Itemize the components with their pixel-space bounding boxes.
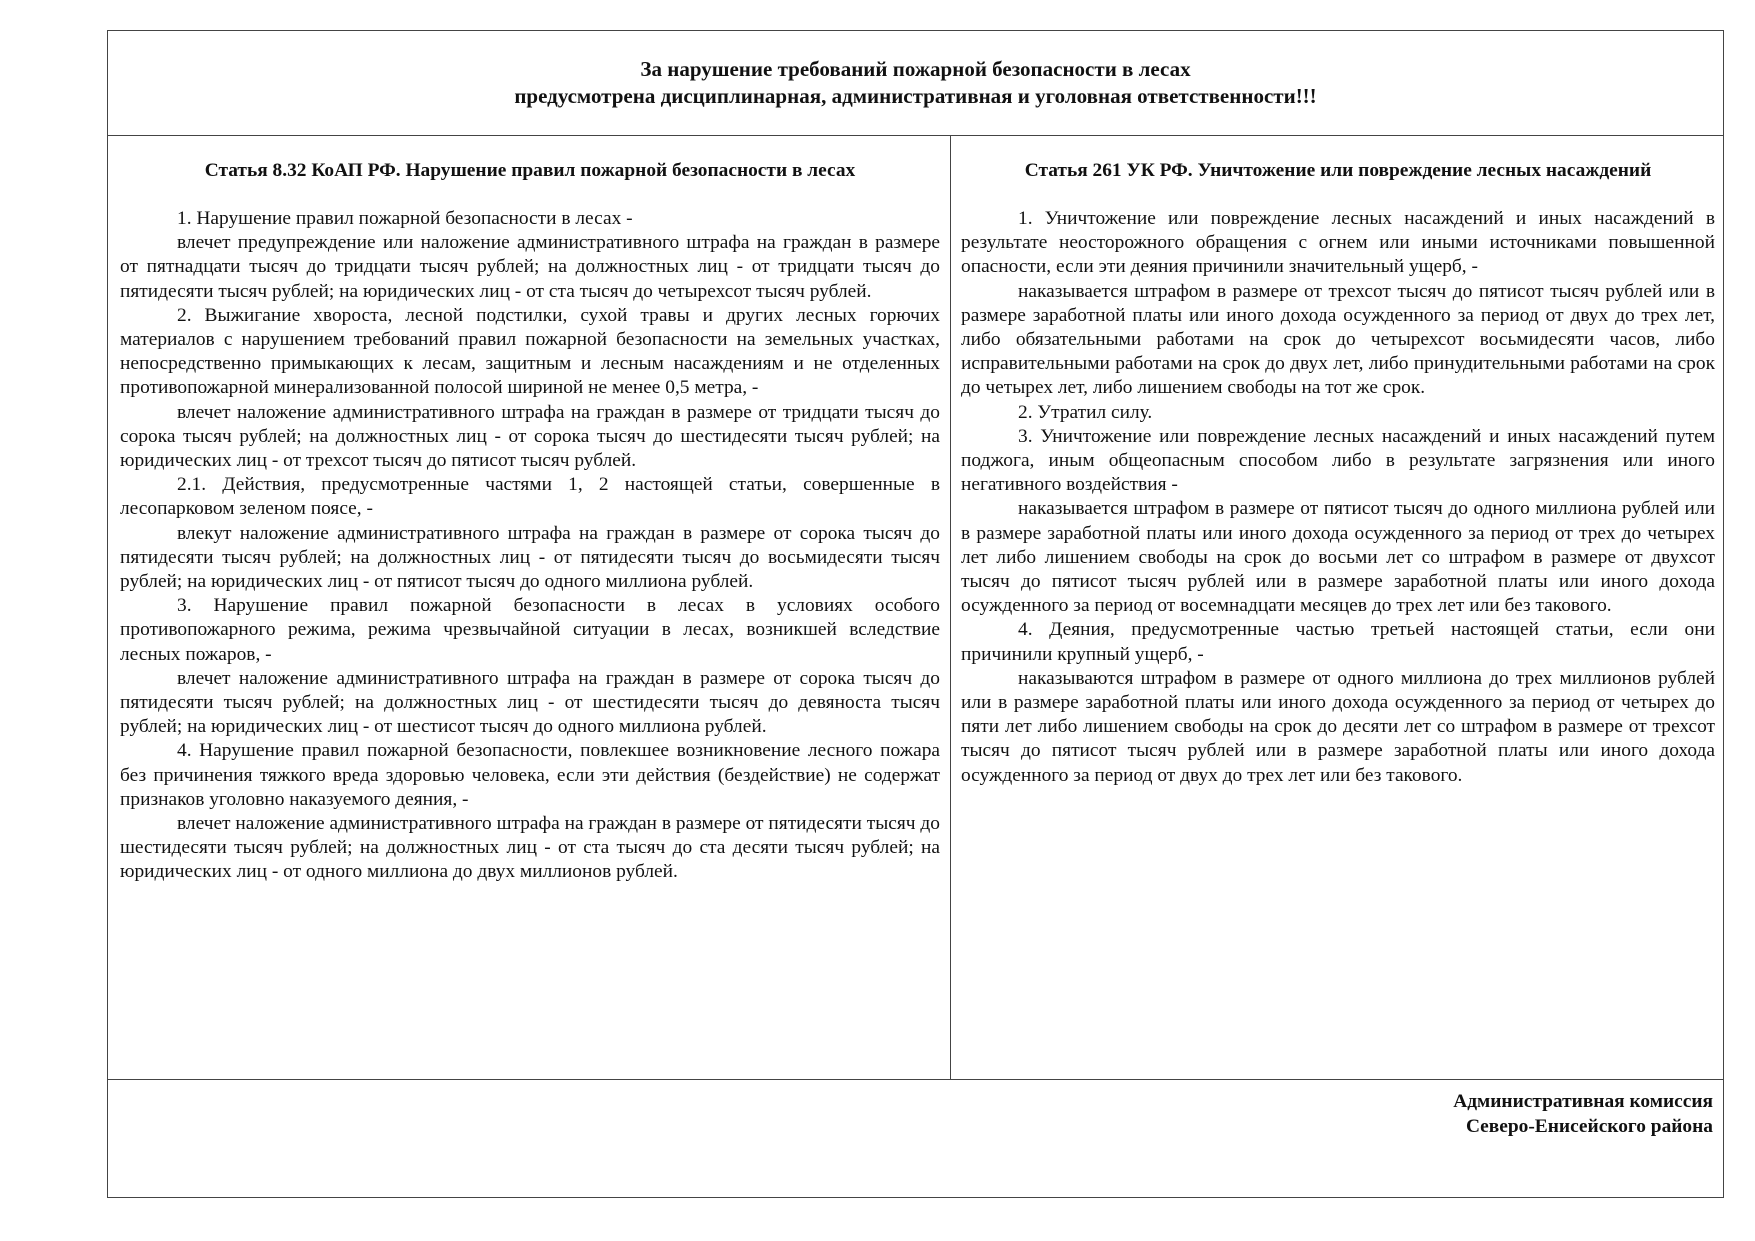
notice-frame (107, 30, 1724, 1198)
notice-header (108, 31, 1723, 136)
uk-paragraph: наказываются штрафом в размере от одного миллиона до трех миллионов рублей или в размере заработной платы или иного дохода осужденного за период от четырех до пяти лет либо лишением свободы на срок до десяти лет со штрафом в размере от трехсот тысяч до пятисот тысяч рублей или в размере заработной платы или иного дохода осужденного за период от двух до трех лет или без такового. (961, 667, 1715, 786)
uk-article-title: Статья 261 УК РФ. Уничтожение или повреждение лесных насаждений (1024, 160, 1652, 181)
koap-paragraph: влечет наложение административного штрафа на граждан в размере от тридцати тысяч до сорока тысяч рублей; на должностных лиц - от сорока тысяч до шестидесяти тысяч рублей; на юридических лиц - от трехсот тысяч до пятисот тысяч рублей. (120, 401, 940, 472)
koap-paragraph: влечет наложение административного штрафа на граждан в размере от сорока тысяч до пятидесяти тысяч рублей; на должностных лиц - от шестидесяти тысяч до девяноста тысяч рублей; на юридических лиц - от шестисот тысяч до одного миллиона рублей. (120, 667, 940, 738)
koap-paragraph: 4. Нарушение правил пожарной безопасности, повлекшее возникновение лесного пожара без причинения тяжкого вреда здоровью человека, если эти действия (бездействие) не содержат признаков уголовно наказуемого деяния, - (120, 740, 940, 810)
koap-paragraph: 2.1. Действия, предусмотренные частями 1, 2 настоящей статьи, совершенные в лесопарковом зеленом поясе, - (120, 474, 940, 520)
uk-paragraph: наказывается штрафом в размере от пятисот тысяч до одного миллиона рублей или в размере заработной платы или иного дохода осужденного за период от трех до четырех лет либо лишением свободы на срок до восьми лет со штрафом в размере от двухсот тысяч до пятисот тысяч рублей или в размере заработной платы или иного дохода осужденного за период от восемнадцати месяцев до трех лет или без такового. (961, 498, 1715, 617)
koap-paragraph: 2. Выжигание хвороста, лесной подстилки, сухой травы и других лесных горючих материалов с нарушением требований правил пожарной безопасности на земельных участках, непосредственно примыкающих к лесам, защитным и лесным насаждениям и не отделенных противопожарной минерализованной полосой шириной не менее 0,5 метра, - (120, 304, 940, 399)
koap-paragraph: влечет наложение административного штрафа на граждан в размере от пятидесяти тысяч до шестидесяти тысяч рублей; на должностных лиц - от ста тысяч до ста десяти тысяч рублей; на юридических лиц - от одного миллиона до двух миллионов рублей. (120, 813, 940, 883)
signature-line-1: Административная комиссия (1453, 1091, 1713, 1112)
koap-paragraph: влекут наложение административного штрафа на граждан в размере от сорока тысяч до пятидесяти тысяч рублей; на должностных лиц - от пятидесяти тысяч до восьмидесяти тысяч рублей; на юридических лиц - от пятисот тысяч до одного миллиона рублей. (120, 522, 940, 593)
koap-column (108, 136, 951, 1079)
koap-article-title: Статья 8.32 КоАП РФ. Нарушение правил пожарной безопасности в лесах (204, 160, 856, 181)
koap-paragraph: влечет предупреждение или наложение административного штрафа на граждан в размере от пятнадцати тысяч до тридцати тысяч рублей; на должностных лиц - от тридцати тысяч до пятидесяти тысяч рублей; на юридических лиц - от ста тысяч до четырехсот тысяч рублей. (120, 232, 940, 302)
koap-paragraph: 1. Нарушение правил пожарной безопасности в лесах - (177, 208, 633, 229)
signature-line-2: Северо-Енисейского района (1465, 1115, 1713, 1137)
uk-paragraph: 2. Утратил силу. (1018, 401, 1153, 423)
header-line-2: предусмотрена дисциплинарная, административная и уголовная ответственности!!! (514, 84, 1317, 108)
uk-paragraph: 4. Деяния, предусмотренные частью третьей настоящей статьи, если они причинили крупный ущерб, - (961, 619, 1715, 665)
uk-column (951, 136, 1725, 1079)
header-line-1: За нарушение требований пожарной безопасности в лесах (640, 57, 1191, 81)
notice-footer (108, 1079, 1723, 1199)
uk-paragraph: наказывается штрафом в размере от трехсот тысяч до пятисот тысяч рублей или в размере заработной платы или иного дохода осужденного за период от двух до трех лет, либо обязательными работами на срок до четырехсот восьмидесяти часов, либо исправительными работами на срок до двух лет, либо принудительными работами на срок до четырех лет, либо лишением свободы на тот же срок. (961, 280, 1715, 399)
signature-block (1453, 1090, 1713, 1139)
uk-paragraph: 3. Уничтожение или повреждение лесных насаждений и иных насаждений путем поджога, иным общеопасным способом либо в результате загрязнения или иного негативного воздействия - (961, 425, 1715, 496)
uk-paragraph: 1. Уничтожение или повреждение лесных насаждений и иных насаждений в результате неосторожного обращения с огнем или иными источниками повышенной опасности, если эти деяния причинили значительный ущерб, - (961, 208, 1715, 278)
koap-paragraph: 3. Нарушение правил пожарной безопасности в лесах в условиях особого противопожарного режима, режима чрезвычайной ситуации в лесах, возникшей вследствие лесных пожаров, - (120, 595, 940, 665)
